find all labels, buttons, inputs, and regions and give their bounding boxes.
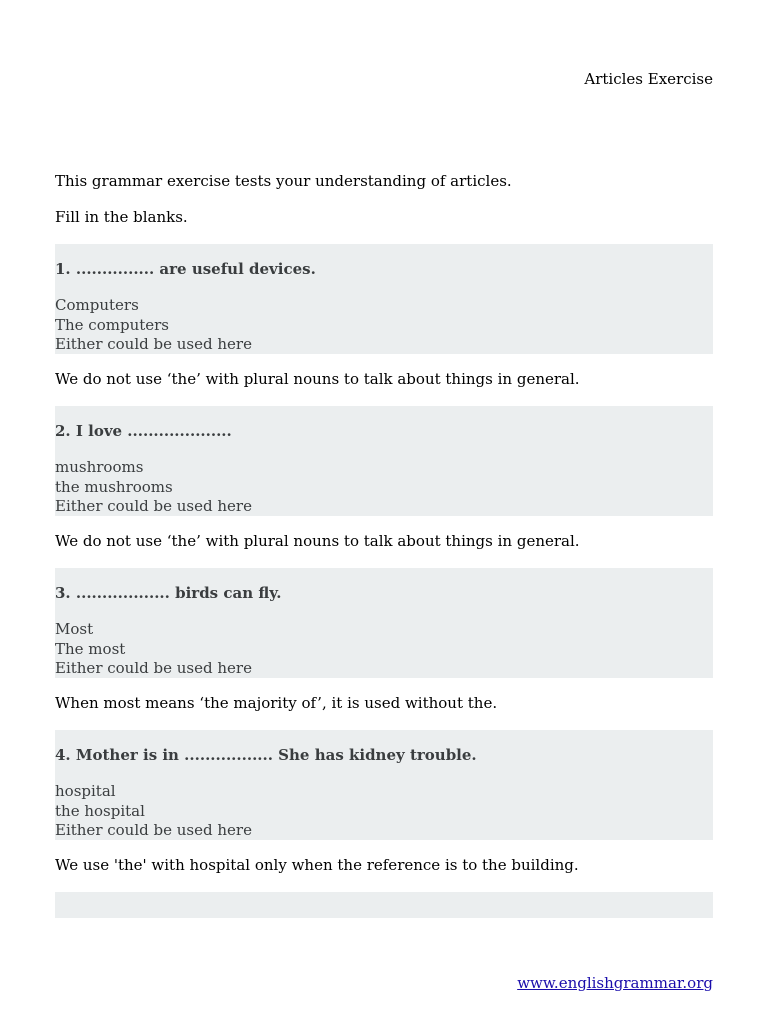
options-list	[55, 782, 713, 841]
answer-option[interactable]: Most	[55, 620, 94, 638]
question-block-empty	[55, 892, 713, 918]
answer-option[interactable]: Either could be used here	[55, 497, 252, 515]
answer-option[interactable]: the hospital	[55, 801, 145, 820]
answer-option[interactable]: mushrooms	[55, 458, 144, 476]
question-block-3	[55, 568, 713, 678]
options-list	[55, 620, 713, 679]
answer-explanation: When most means ‘the majority of’, it is used without the.	[55, 694, 498, 712]
intro-description: This grammar exercise tests your understanding of articles.	[55, 172, 512, 190]
question-block-2	[55, 406, 713, 516]
options-list	[55, 458, 713, 517]
question-text: 3. .................. birds can fly.	[55, 584, 282, 602]
page-title: Articles Exercise	[584, 70, 713, 88]
answer-option[interactable]: The computers	[55, 315, 170, 334]
answer-option[interactable]: hospital	[55, 782, 116, 800]
answer-option[interactable]: Either could be used here	[55, 335, 252, 353]
exercise-content	[55, 172, 713, 918]
question-block-4	[55, 730, 713, 840]
website-link[interactable]: www.englishgrammar.org	[517, 974, 713, 992]
answer-explanation: We use 'the' with hospital only when the reference is to the building.	[55, 856, 579, 874]
answer-explanation: We do not use ‘the’ with plural nouns to talk about things in general.	[55, 370, 580, 388]
answer-explanation: We do not use ‘the’ with plural nouns to talk about things in general.	[55, 532, 580, 550]
answer-option[interactable]: Either could be used here	[55, 821, 252, 839]
intro-instructions: Fill in the blanks.	[55, 208, 188, 226]
answer-option[interactable]: Computers	[55, 296, 139, 314]
options-list	[55, 296, 713, 355]
question-text: 4. Mother is in ................. She has kidney trouble.	[55, 746, 477, 764]
question-text: 2. I love ....................	[55, 422, 232, 440]
answer-option[interactable]: Either could be used here	[55, 659, 252, 677]
answer-option[interactable]: The most	[55, 639, 126, 658]
question-text: 1. ............... are useful devices.	[55, 260, 316, 278]
question-block-1	[55, 244, 713, 354]
answer-option[interactable]: the mushrooms	[55, 477, 173, 496]
